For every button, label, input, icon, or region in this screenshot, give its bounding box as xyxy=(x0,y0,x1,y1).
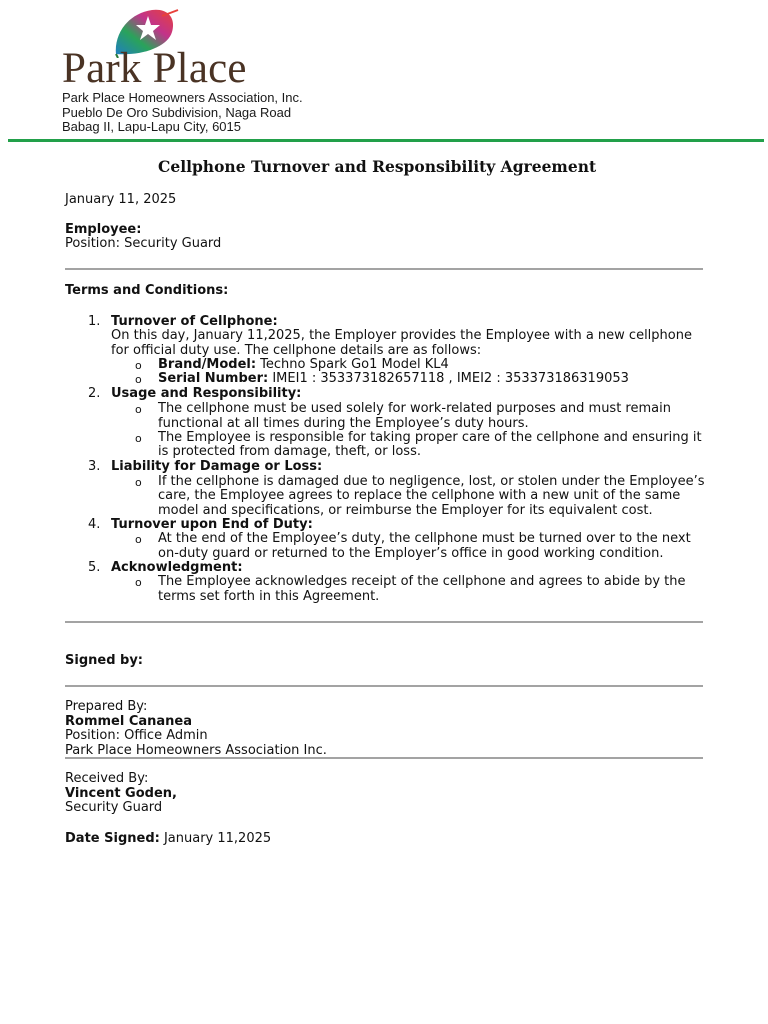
term-bullet: Brand/Model: Techno Spark Go1 Model KL4 xyxy=(158,357,449,372)
prepared-by-block xyxy=(65,700,327,758)
terms-heading: Terms and Conditions: xyxy=(65,283,229,298)
term-intro: On this day, January 11,2025, the Employer provides the Employee with a new cellphone xyxy=(111,328,692,343)
address-line: Park Place Homeowners Association, Inc. xyxy=(62,90,303,105)
term-number: 2. xyxy=(88,386,101,401)
term-bullet: The cellphone must be used solely for work-related purposes and must remain xyxy=(158,401,671,416)
term-number: 4. xyxy=(88,517,101,532)
term-heading: Usage and Responsibility: xyxy=(111,386,302,401)
prepared-by-label: Prepared By: xyxy=(65,699,148,714)
term-bullet: model and specifications, or reimburse the Employer for its equivalent cost. xyxy=(158,503,653,518)
employee-label: Employee: xyxy=(65,222,142,237)
term-heading: Acknowledgment: xyxy=(111,560,243,575)
prepared-by-name: Rommel Cananea xyxy=(65,713,193,729)
address-line: Babag II, Lapu-Lapu City, 6015 xyxy=(62,119,241,134)
term-bullet: functional at all times during the Employee’s duty hours. xyxy=(158,416,529,431)
term-number: 3. xyxy=(88,459,101,474)
term-bullet: care, the Employee agrees to replace the cellphone with a new unit of the same xyxy=(158,488,681,503)
term-bullet: At the end of the Employee’s duty, the cellphone must be turned over to the next xyxy=(158,531,691,546)
prepared-by-org: Park Place Homeowners Association Inc. xyxy=(65,742,327,758)
term-number: 1. xyxy=(88,314,101,329)
document-date: January 11, 2025 xyxy=(65,192,177,207)
term-bullet: on-duty guard or returned to the Employer’s office in good working condition. xyxy=(158,546,664,561)
bullet-marker: o xyxy=(135,432,142,445)
received-by-label: Received By: xyxy=(65,771,149,786)
term-bullet: Serial Number: IMEI1 : 353373182657118 , IMEI2 : 353373186319053 xyxy=(158,371,629,386)
bullet-marker: o xyxy=(135,533,142,546)
bullet-marker: o xyxy=(135,359,142,372)
term-bullet: If the cellphone is damaged due to negligence, lost, or stolen under the Employee’s xyxy=(158,474,705,489)
date-signed: Date Signed: January 11,2025 xyxy=(65,831,272,846)
term-bullet: is protected from damage, theft, or loss. xyxy=(158,444,421,459)
term-intro: for official duty use. The cellphone details are as follows: xyxy=(111,343,482,358)
signed-by-label: Signed by: xyxy=(65,653,144,668)
section-divider xyxy=(65,757,703,759)
section-divider xyxy=(65,685,703,687)
bullet-marker: o xyxy=(135,576,142,589)
bullet-marker: o xyxy=(135,476,142,489)
logo-wordmark: Park Place xyxy=(62,45,247,92)
prepared-by-position: Position: Office Admin xyxy=(65,728,208,743)
section-divider xyxy=(65,621,703,623)
term-heading: Turnover upon End of Duty: xyxy=(111,517,313,532)
term-heading: Liability for Damage or Loss: xyxy=(111,459,323,474)
bullet-marker: o xyxy=(135,373,142,386)
document-title: Cellphone Turnover and Responsibility Agreement xyxy=(158,157,597,176)
bullet-marker: o xyxy=(135,403,142,416)
received-by-block xyxy=(65,772,177,816)
term-number: 5. xyxy=(88,560,101,575)
received-by-role: Security Guard xyxy=(65,800,163,815)
term-bullet: The Employee acknowledges receipt of the cellphone and agrees to abide by the xyxy=(158,574,686,589)
employee-position: Position: Security Guard xyxy=(65,236,222,251)
address-line: Pueblo De Oro Subdivision, Naga Road xyxy=(62,104,292,120)
received-by-name: Vincent Goden, xyxy=(65,785,177,801)
term-heading: Turnover of Cellphone: xyxy=(111,314,278,329)
term-bullet: terms set forth in this Agreement. xyxy=(158,589,380,604)
term-bullet: The Employee is responsible for taking proper care of the cellphone and ensuring it xyxy=(158,430,702,445)
